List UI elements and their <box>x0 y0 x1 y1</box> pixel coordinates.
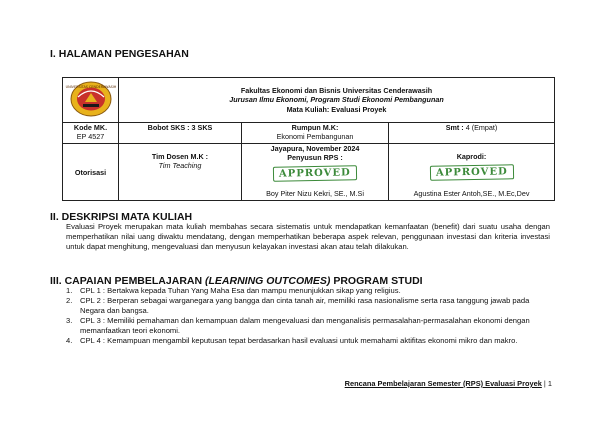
capaian-heading-italic: (LEARNING OUTCOMES) <box>204 275 331 287</box>
section-heading-pengesahan: I. HALAMAN PENGESAHAN <box>50 48 189 60</box>
department-name: Jurusan Ilmu Ekonomi, Program Studi Ekonomi Pembangunan <box>229 95 444 105</box>
cpl-text: CPL 2 : Berperan sebagai warganegara yang bangga dan cinta tanah air, memiliki rasa nasionalisme serta rasa tanggung jawab pada Negara dan bangsa. <box>80 296 530 315</box>
kaprodi-name: Agustina Ester Antoh,SE., M.Ec,Dev <box>413 189 530 198</box>
rumpun-label: Rumpun M.K: <box>291 123 339 132</box>
course-code-value: EP 4527 <box>76 132 105 141</box>
tim-dosen-label: Tim Dosen M.K : <box>151 152 209 161</box>
list-item <box>66 296 550 316</box>
penyusun-cell <box>242 144 389 201</box>
kaprodi-cell <box>389 144 555 201</box>
approved-stamp-kaprodi: APPROVED <box>430 164 514 180</box>
semester-value: 4 (Empat) <box>465 123 498 132</box>
cpl-number: 4. <box>66 336 73 345</box>
list-item <box>66 316 550 336</box>
page-footer <box>345 379 552 388</box>
footer-page-number: 1 <box>547 379 552 388</box>
footer-separator: | <box>541 379 548 388</box>
section-heading-deskripsi: II. DESKRIPSI MATA KULIAH <box>50 211 193 223</box>
cpl-text: CPL 4 : Kemampuan mengambil keputusan tepat berdasarkan hasil evaluasi untuk memahami aktifitas ekonomi mikro dan makro. <box>80 336 518 345</box>
rumpun-value: Ekonomi Pembangunan <box>276 132 354 141</box>
kaprodi-label: Kaprodi: <box>456 152 487 161</box>
cpl-list <box>66 286 550 346</box>
sks-cell <box>119 123 242 144</box>
cpl-number: 1. <box>66 286 73 295</box>
logo-text: UNIVERSITAS CENDERAWASIH <box>65 85 116 89</box>
semester-label: Smt : <box>445 123 466 132</box>
semester-cell <box>389 123 555 144</box>
cpl-text: CPL 1 : Bertakwa kepada Tuhan Yang Maha Esa dan mampu menunjukkan sikap yang religius. <box>80 286 401 295</box>
sign-date: Jayapura, November 2024 <box>270 144 360 153</box>
logo-cell <box>63 78 119 123</box>
approved-stamp: APPROVED <box>273 165 357 181</box>
penyusun-label: Penyusun RPS : <box>287 153 343 162</box>
tim-dosen-cell <box>119 144 242 201</box>
faculty-name: Fakultas Ekonomi dan Bisnis Universitas Cenderawasih <box>240 85 433 95</box>
rumpun-cell <box>242 123 389 144</box>
tim-dosen-value: Tim Teaching <box>158 161 202 170</box>
course-description: Evaluasi Proyek merupakan mata kuliah membahas secara sistematis untuk mendapatkan kemanfaatan (benefit) dari suatu usaha dengan memperhatikan nilai uang diwaktu mendatang, dengan memperhatikan beberapa aspek relevan, penggunaan investasi dan kriteria investasi untuk dapat menghitung, mengevaluasi dan menyusun kelayakan investasi akan atau telah dilakukan. <box>66 222 550 251</box>
otorisasi-cell: Otorisasi <box>63 144 119 201</box>
list-item <box>66 286 550 296</box>
capaian-heading-suffix: PROGRAM STUDI <box>330 275 423 287</box>
course-code-cell <box>63 123 119 144</box>
course-code-label: Kode MK. <box>73 123 108 132</box>
list-item <box>66 336 550 346</box>
cpl-number: 3. <box>66 316 73 325</box>
capaian-heading-prefix: III. CAPAIAN PEMBELAJARAN <box>50 275 205 287</box>
footer-title: Rencana Pembelajaran Semester (RPS) Evaluasi Proyek <box>344 379 542 388</box>
approval-table <box>62 77 555 201</box>
university-logo-icon <box>65 79 116 119</box>
penyusun-name: Boy Piter Nizu Kekri, SE., M.Si <box>266 189 364 198</box>
course-name: Mata Kuliah: Evaluasi Proyek <box>286 104 387 114</box>
cpl-text: CPL 3 : Memiliki pemahaman dan kemampuan dalam mengevaluasi dan menganalisis permasalahan-permasalahan ekonomi dengan memanfaatkan teori ekonomi. <box>80 316 530 335</box>
header-title-cell <box>119 78 555 123</box>
cpl-number: 2. <box>66 296 73 305</box>
sks-text: Bobot SKS : 3 SKS <box>147 123 213 132</box>
